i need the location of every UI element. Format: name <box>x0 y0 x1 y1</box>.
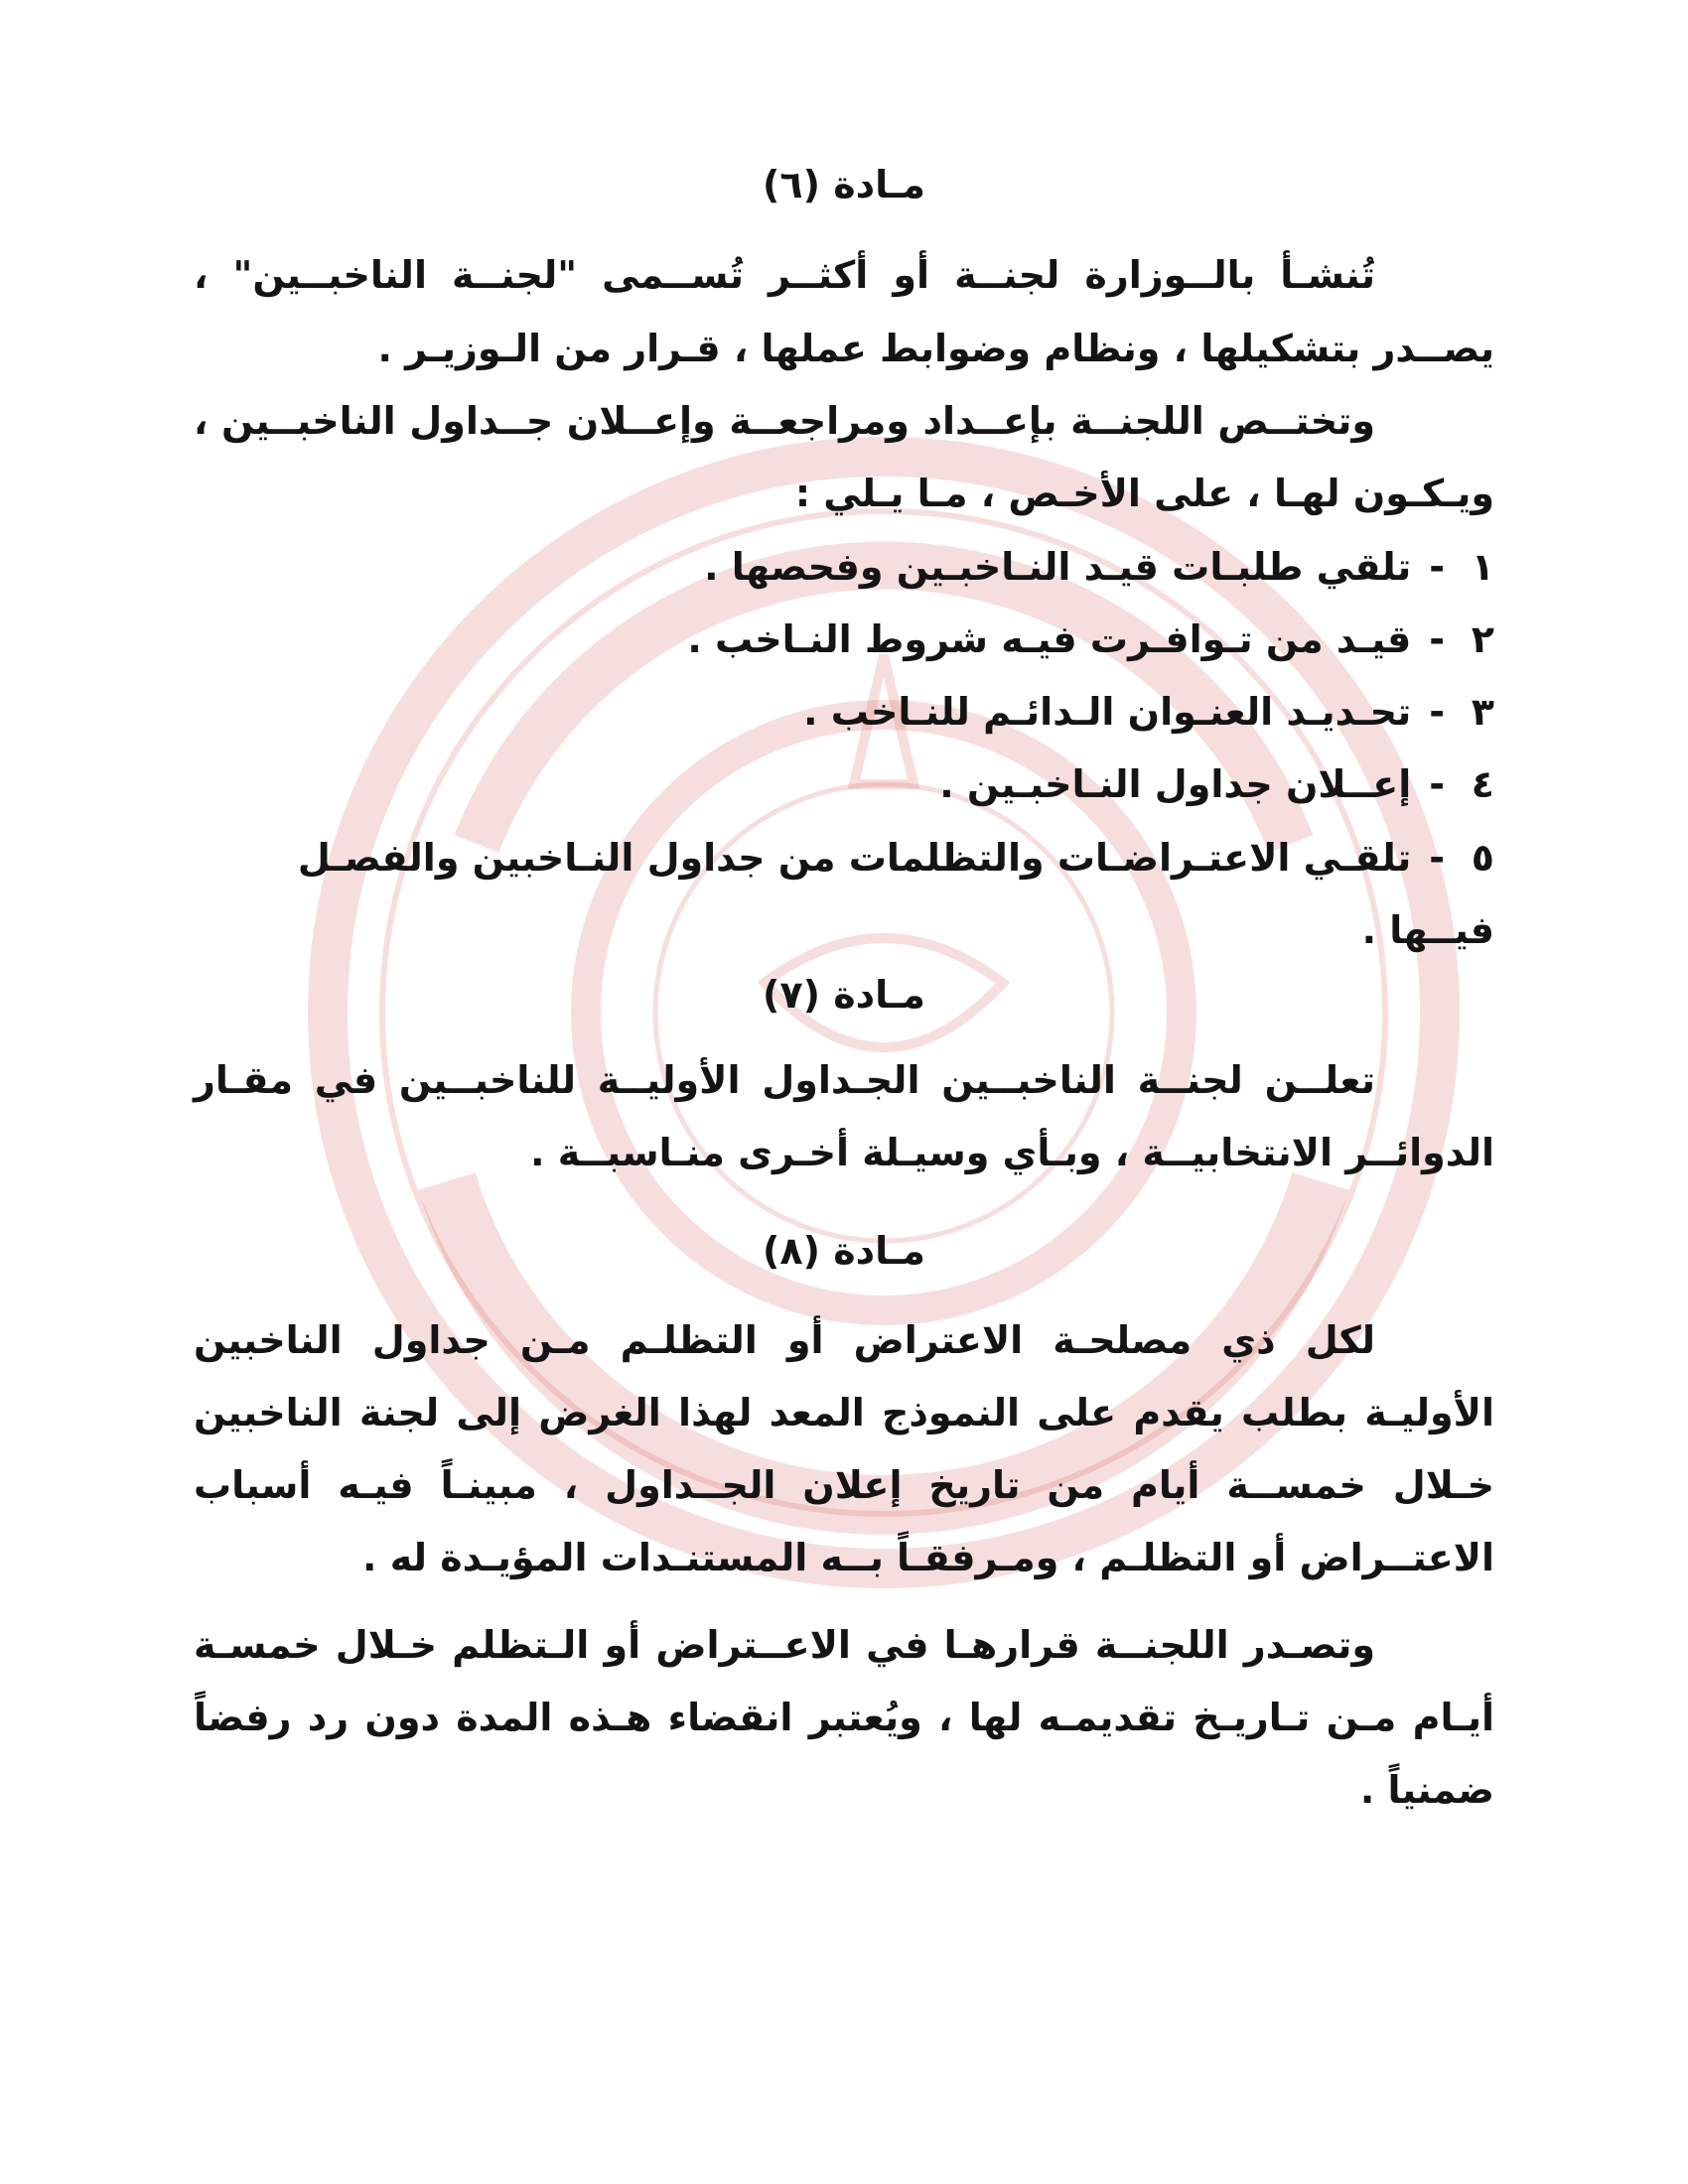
list-item-number: ٣ <box>1471 690 1494 735</box>
document-page <box>194 159 1494 1828</box>
article-7-paragraph-1: تعلــن لجنــة الناخبــين الجـداول الأوليــة للناخبــين في مقـار الدوائــر الانتخابيــة ، وبـأي وسيـلة أخـرى منـاسبــة . <box>194 1057 1494 1174</box>
list-item: ٢-قيـد من تـوافـرت فيـه شروط النـاخب . <box>194 604 1494 676</box>
list-item-text: تلقـي الاعتـراضـات والتظلمات من جداول النـاخبين والفصـل فيــها . <box>297 835 1494 953</box>
list-item: ٤-إعــلان جداول النـاخبـين . <box>194 749 1494 821</box>
list-item: ١-تلقي طلبـات قيـد النـاخبـين وفحصها . <box>194 531 1494 604</box>
list-item-text: قيـد من تـوافـرت فيـه شروط النـاخب . <box>687 616 1412 661</box>
article-6-heading: مـادة (٦) <box>763 163 925 206</box>
list-item: ٣-تحـديـد العنـوان الـدائـم للنـاخب . <box>194 676 1494 749</box>
article-8-heading: مـادة (٨) <box>763 1229 925 1274</box>
list-item-number: ١ <box>1471 544 1494 589</box>
list-item-text: تحـديـد العنـوان الـدائـم للنـاخب . <box>803 690 1412 735</box>
list-item-number: ٢ <box>1471 616 1494 661</box>
list-item-number: ٥ <box>1471 835 1494 880</box>
list-item-text: إعــلان جداول النـاخبـين . <box>939 762 1412 807</box>
article-8-paragraph-2: وتصـدر اللجنــة قرارهـا في الاعــتراض أو الـتظلم خـلال خمسـة أيـام مـن تـاريـخ تقديمـه لها ، ويُعتبر انقضاء هـذه المدة دون رد رفضاً ضمنياً . <box>194 1622 1494 1813</box>
article-6-paragraph-1: تُنشـأ بالــوزارة لجنــة أو أكثــر تُســمى "لجنــة الناخبــين" ، يصــدر بتشكيلها ، ونظام وضوابط عملها ، قـرار من الـوزيـر . <box>194 253 1494 370</box>
article-7-heading: مـادة (٧) <box>763 973 925 1018</box>
article-6-list <box>194 531 1494 968</box>
list-item: ٥-تلقـي الاعتـراضـات والتظلمات من جداول النـاخبين والفصـل فيــها . <box>194 822 1494 968</box>
list-item-text: تلقي طلبـات قيـد النـاخبـين وفحصها . <box>704 544 1412 589</box>
article-6-paragraph-2: وتختــص اللجنــة بإعــداد ومراجعــة وإعــلان جــداول الناخبــين ، ويـكـون لهـا ، على الأخـص ، مـا يـلي : <box>194 398 1494 516</box>
list-item-number: ٤ <box>1471 762 1494 807</box>
article-8-paragraph-1: لكل ذي مصلحـة الاعتراض أو التظلـم مـن جداول الناخبين الأوليـة بطلب يقدم على النموذج المعد لهذا الغرض إلى لجنة الناخبين خـلال خمســة أيام من تاريخ إعلان الجــداول ، مبينـاً فيـه أسباب الاعتــراض أو التظلـم ، ومـرفقـاً بــه المستنـدات المؤيـدة له . <box>194 1317 1494 1580</box>
